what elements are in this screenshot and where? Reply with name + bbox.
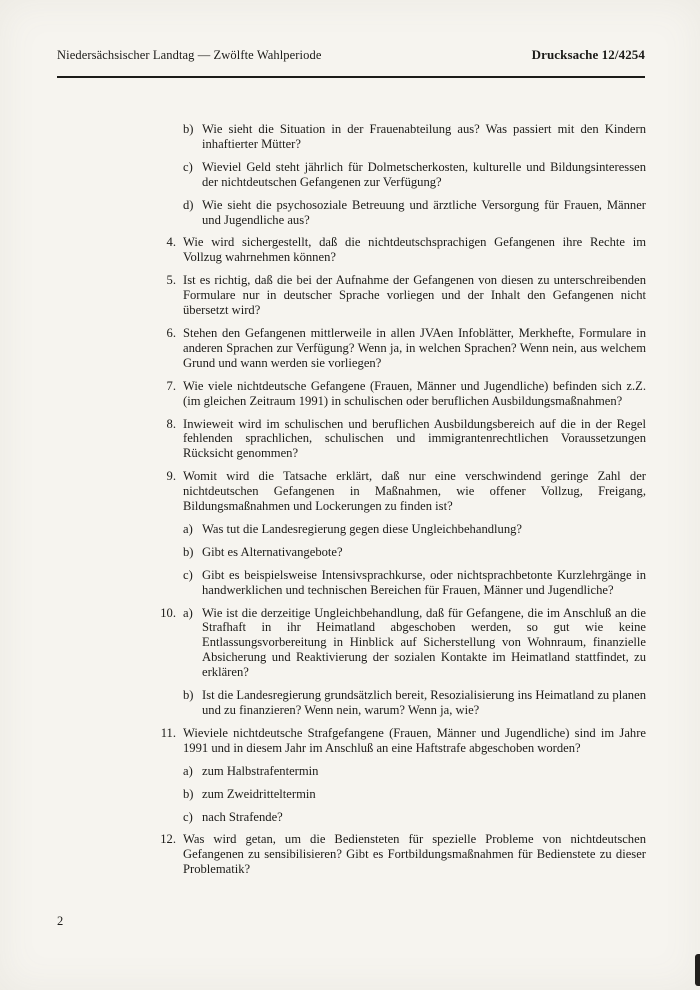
item-label: 9. [166,469,176,484]
question-item [152,726,646,756]
item-text: Wieviel Geld steht jährlich für Dolmetscherkosten, kulturelle und Bildungsinteressen der nichtdeutschen Gefangenen zur Verfügung? [202,159,646,189]
question-item [183,160,646,190]
item-text: Gibt es Alternativangebote? [202,544,343,559]
question-item [183,787,646,802]
item-label: 6. [166,325,176,340]
item-label: b) [183,786,194,801]
item-label: 12. [160,832,176,847]
question-item [183,522,646,537]
item-label: 11. [160,725,176,740]
question-item [152,235,646,265]
item-label: a) [183,763,193,778]
scan-artifact-mark [695,954,700,986]
item-text: Wie viele nichtdeutsche Gefangene (Frauen, Männer und Jugendliche) befinden sich z.Z. (im gleichen Zeitraum 1991) in schulischen oder beruflichen Ausbildungsmaßnahmen? [183,378,646,408]
page-number: 2 [57,914,64,928]
item-text: Was tut die Landesregierung gegen diese Ungleichbehandlung? [202,521,523,536]
item-label: a) [183,521,193,536]
item-label: c) [183,809,193,824]
item-text: zum Zweidritteltermin [202,786,316,801]
item-text: Wieviele nichtdeutsche Strafgefangene (Frauen, Männer und Jugendliche) sind im Jahre 1991 und in diesem Jahr im Anschluß an eine Haftstrafe abgeschoben worden? [183,725,646,755]
question-item [152,832,646,877]
item-label: b) [183,688,194,703]
item-label: b) [183,544,194,559]
header-rule [57,76,645,78]
item-sublabel: a) [183,605,193,620]
header-document-number: Drucksache 12/4254 [531,47,645,62]
question-item [152,379,646,409]
question-list [152,122,646,885]
item-text: Wie wird sichergestellt, daß die nichtdeutschsprachigen Gefangenen ihre Rechte im Vollzug wahrnehmen können? [183,235,646,265]
item-text: Wie sieht die psychosoziale Betreuung und ärztliche Versorgung für Frauen, Männer und Jugendliche aus? [202,197,646,227]
item-label: 4. [166,235,176,250]
item-text: zum Halbstrafentermin [202,763,319,778]
item-text: Womit wird die Tatsache erklärt, daß nur eine verschwindend geringe Zahl der nichtdeutschen Gefangenen in Maßnahmen, wie offener Vollzug, Freigang, Bildungsmaßnahmen und Lockerungen zu finden ist? [183,469,646,514]
question-item [183,198,646,228]
item-label: d) [183,197,194,212]
item-text: nach Strafende? [202,809,283,824]
page-header [57,47,645,63]
item-label: c) [183,567,193,582]
item-text: Inwieweit wird im schulischen und beruflichen Ausbildungsbereich auf die in der Regel fehlenden sprachlichen, schulischen und immigrantenrechtlichen Voraussetzungen Rücksicht genommen? [183,416,646,461]
item-text: Stehen den Gefangenen mittlerweile in allen JVAen Infoblätter, Merkhefte, Formulare in anderen Sprachen zur Verfügung? Wenn ja, in welchen Sprachen? Wenn nein, aus welchem Grund und wann werden sie vorliegen? [183,325,646,370]
item-text: Wie ist die derzeitige Ungleichbehandlung, daß für Gefangene, die im Anschluß an die Strafhaft in ihr Heimatland abgeschoben werden, so gut wie keine Entlassungsvorbereitung in Hinblick auf Sicherstellung von Wohnraum, finanzielle Absicherung und Reaktivierung der sozialen Kontakte im Heimatland stattfindet, zu erklären? [202,605,646,680]
question-item [152,606,646,681]
header-left-title: Niedersächsischer Landtag — Zwölfte Wahlperiode [57,48,322,62]
question-item [183,688,646,718]
item-label: 7. [166,378,176,393]
item-label: 10. [160,605,176,620]
question-item [183,122,646,152]
question-item [152,417,646,462]
question-item [183,810,646,825]
item-label: c) [183,159,193,174]
question-item [152,326,646,371]
item-text: Wie sieht die Situation in der Frauenabteilung aus? Was passiert mit den Kindern inhaftierter Mütter? [202,122,646,151]
item-label: 5. [166,273,176,288]
question-item [183,545,646,560]
question-item [152,273,646,318]
question-item [183,764,646,779]
question-item [183,568,646,598]
question-item [152,469,646,514]
item-label: b) [183,122,194,136]
item-label: 8. [166,416,176,431]
item-text: Was wird getan, um die Bediensteten für spezielle Probleme von nichtdeutschen Gefangenen zu sensibilisieren? Gibt es Fortbildungsmaßnahmen für Bedienstete zu dieser Problematik? [183,832,646,877]
item-text: Ist die Landesregierung grundsätzlich bereit, Resozialisierung ins Heimatland zu planen und zu finanzieren? Wenn nein, warum? Wenn ja, wie? [202,688,646,717]
item-text: Ist es richtig, daß die bei der Aufnahme der Gefangenen von diesen zu unterschreibenden Formulare nur in deutscher Sprache vorliegen und der Inhalt den Gefangenen nicht übersetzt wird? [183,273,646,318]
item-text: Gibt es beispielsweise Intensivsprachkurse, oder nichtsprachbetonte Kurzlehrgänge in handwerklichen und technischen Bereichen für Frauen, Männer und Jugendliche? [202,567,646,597]
